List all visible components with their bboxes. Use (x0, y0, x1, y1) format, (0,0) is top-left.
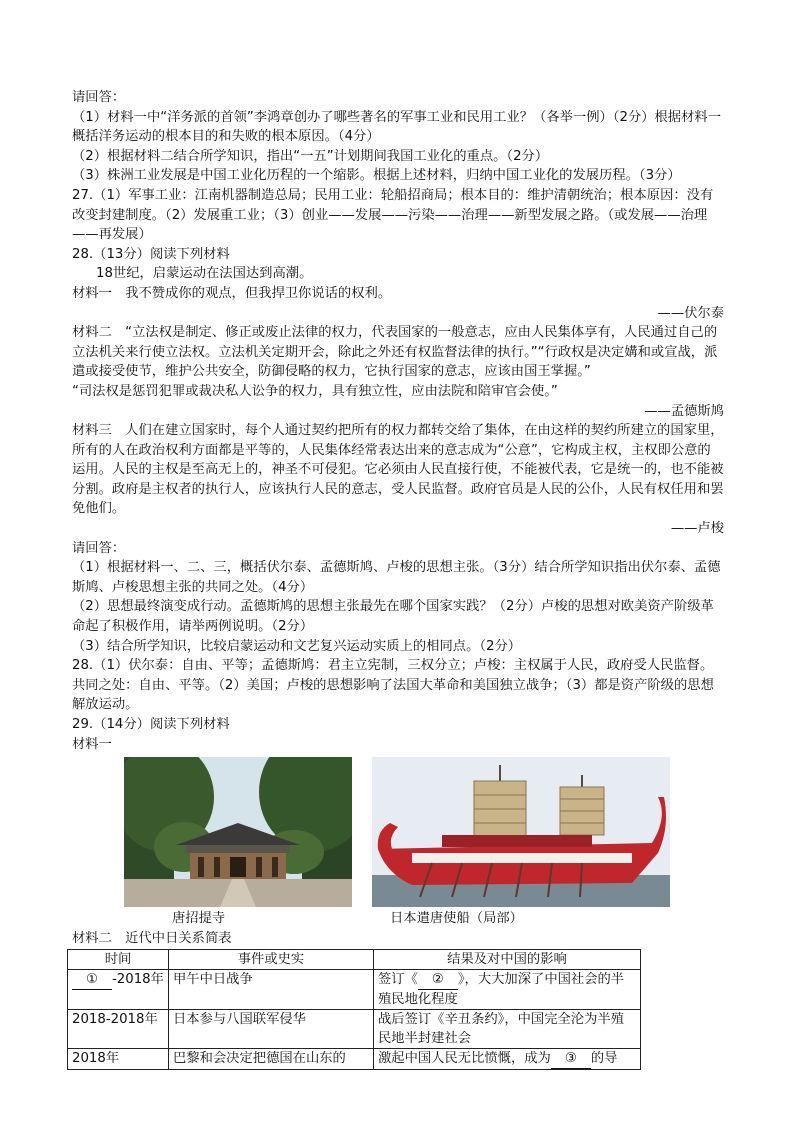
table-header-event: 事件或史实 (169, 949, 374, 969)
q28-material-1: 材料一 我不赞成你的观点，但我捍卫你说话的权利。 (72, 285, 392, 301)
q27-answer: 27.（1）军事工业：江南机器制造总局；民用工业：轮船招商局；根本目的：维护清朝统治；根本原因：没有改变封建制度。（2）发展重工业；（3）创业——发展——污染——治理——新型发展之路。（或发展——治理——再发展） (72, 187, 714, 243)
table-cell-event: 巴黎和会决定把德国在山东的 (169, 1048, 374, 1069)
q28-answer: 28.（1）伏尔泰：自由、平等；孟德斯鸠：君主立宪制，三权分立；卢梭：主权属于人民，政府受人民监督。共同之处：自由、平等。（2）美国；卢梭的思想影响了法国大革命和美国独立战争；（3）都是资产阶级的思想解放运动。 (72, 658, 714, 713)
q28-question-2: （2）思想最终演变成行动。孟德斯鸠的思想主张最先在哪个国家实践？（2分）卢梭的思想对欧美资产阶级革命起了积极作用，请举两例说明。（2分） (72, 599, 714, 635)
q29-heading: 29.（14分）阅读下列材料 (72, 717, 230, 732)
q28-material-2: 材料二 “立法权是制定、修正或废止法律的权力，代表国家的一般意志，应由人民集体享有，人民通过自己的立法机关来行使立法权。立法机关定期开会，除此之外还有权监督法律的执行。”“行政权是决定媾和或宣战，派遣或接受使节，维护公共安全，防御侵略的权力，它执行国家的意志，应该由国王掌握。” (72, 325, 718, 380)
q28-material-2b: “司法权是惩罚犯罪或裁决私人讼争的权力，具有独立性，应由法院和陪审官会使。” (72, 383, 558, 399)
q27-question-3: （3）株洲工业发展是中国工业化历程的一个缩影。根据上述材料，归纳中国工业化的发展历程。（3分） (72, 168, 681, 184)
toshodaiji-caption: 唐招提寺 (172, 911, 226, 927)
japanese-envoy-ship-photo (372, 757, 670, 907)
table-row (68, 1048, 641, 1069)
table-cell-result: 战后签订《辛丑条约》，中国完全沦为半殖民地半封建社会 (374, 1009, 641, 1048)
blank-3: ③ (551, 1049, 591, 1069)
q28-question-3: （3）结合所学知识，比较启蒙运动和文艺复兴运动实质上的相同点。（2分） (72, 638, 522, 654)
q27-question-1: （1）材料一中“洋务派的首领”李鸿章创办了哪些著名的军事工业和民用工业？（各举一例）（2分）根据材料一概括洋务运动的根本目的和失败的根本原因。（4分） (72, 109, 721, 145)
table-cell-result: 签订《 ② 》，大大加深了中国社会的半殖民地化程度 (374, 969, 641, 1009)
table-cell-time: 2018年 (68, 1048, 169, 1069)
q28-heading: 28.（13分）阅读下列材料 (72, 246, 230, 262)
table-row (68, 1009, 641, 1048)
material-1-photos (72, 757, 724, 929)
q28-material-3-author: ——卢梭 (670, 521, 724, 537)
q27-prompt: 请回答： (72, 90, 126, 105)
q29-material-2: 材料二 近代中日关系简表 (72, 931, 232, 947)
table-header-time: 时间 (68, 949, 169, 969)
envoy-ship-caption: 日本遣唐使船（局部） (390, 911, 523, 927)
q28-question-1: （1）根据材料一、二、三，概括伏尔泰、孟德斯鸠、卢梭的思想主张。（3分）结合所学知识指出伏尔泰、孟德斯鸠、卢梭思想主张的共同之处。（4分） (72, 560, 721, 595)
toshodaiji-temple-photo (124, 757, 352, 907)
q28-material-1-author: ——伏尔泰 (657, 305, 724, 321)
table-header-row (68, 949, 641, 969)
q28-material-3: 材料三 人们在建立国家时，每个人通过契约把所有的权力都转交给了集体，在由这样的契约所建立的国家里，所有的人在政治权利方面都是平等的，人民集体经常表达出来的意志成为“公意”，它构成主权，主权即公意的运用。人民的主权是至高无上的，神圣不可侵犯。它必须由人民直接行使，不能被代表，它是统一的，也不能被分割。政府是主权者的执行人，应该执行人民的意志，受人民监督。政府官员是人民的公仆，人民有权任用和罢免他们。 (72, 423, 724, 517)
table-header-result: 结果及对中国的影响 (374, 949, 641, 969)
table-cell-event: 日本参与八国联军侵华 (169, 1009, 374, 1048)
q29-material-1: 材料一 (72, 736, 112, 752)
q27-question-2: （2）根据材料二结合所学知识，指出“一五”计划期间我国工业化的重点。（2分） (72, 148, 549, 164)
table-row (68, 969, 641, 1009)
document-page (72, 88, 724, 1070)
table-cell-result: 激起中国人民无比愤慨，成为 ③ 的导 (374, 1048, 641, 1069)
q28-material-2-author: ——孟德斯鸠 (644, 403, 724, 419)
blank-2: ② (418, 970, 458, 990)
table-cell-event: 甲午中日战争 (169, 969, 374, 1009)
table-cell-time: 2018-2018年 (68, 1009, 169, 1048)
q28-intro: 18世纪，启蒙运动在法国达到高潮。 (96, 266, 313, 282)
q28-prompt: 请回答： (72, 540, 126, 556)
sino-japanese-relations-table (67, 949, 641, 1070)
table-cell-time: ① -2018年 (68, 969, 169, 1009)
blank-1: ① (72, 970, 112, 990)
